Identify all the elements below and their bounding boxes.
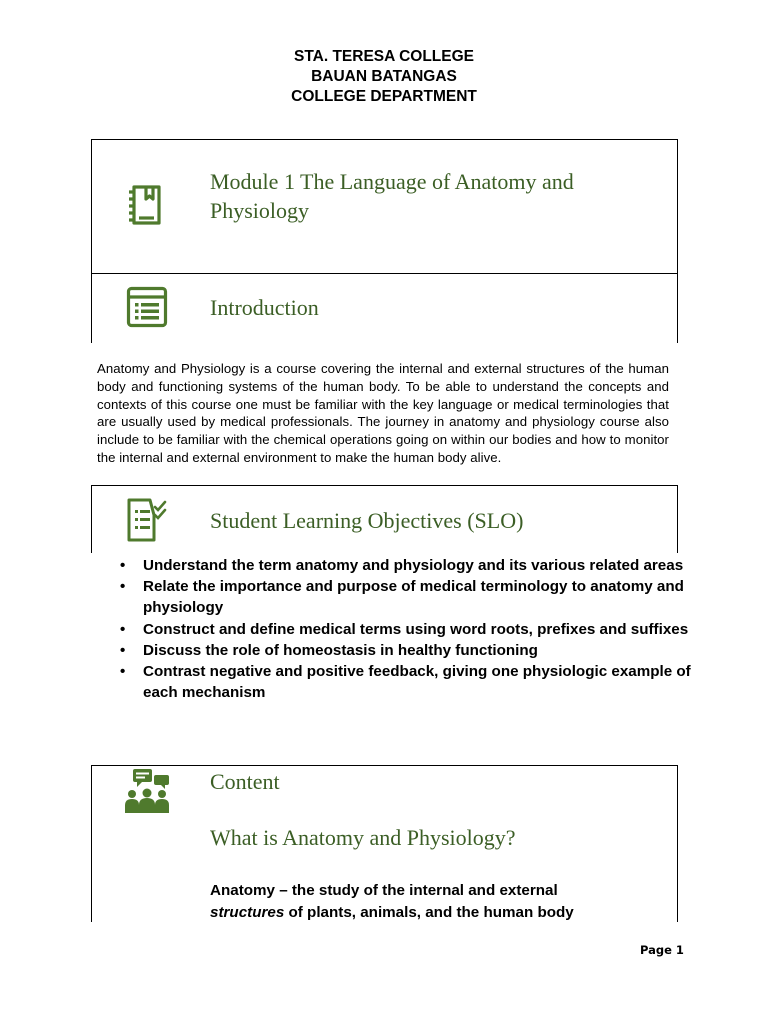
checklist-icon [126,497,168,543]
list-item: • Discuss the role of homeostasis in healthy functioning [143,640,703,661]
list-item: • Construct and define medical terms using word roots, prefixes and suffixes [143,619,703,640]
divider [677,765,678,922]
definition-part2: of plants, animals, and the human body [284,903,574,921]
divider [677,485,678,553]
module-title-line1: Module 1 The Language of Anatomy and [210,169,574,194]
term-dash: – [274,882,292,899]
header-department: COLLEGE DEPARTMENT [291,88,477,105]
page-number: Page 1 [640,943,684,957]
divider [677,273,678,343]
book-icon [126,184,164,226]
content-subheading: What is Anatomy and Physiology? [210,825,516,850]
introduction-heading: Introduction [210,295,319,320]
divider [91,765,678,766]
objectives-heading: Student Learning Objectives (SLO) [210,508,524,533]
list-item: • Relate the importance and purpose of medical terminology to anatomy and physiology [143,576,703,618]
divider [91,273,92,343]
module-title [210,167,574,225]
content-heading: Content [210,769,280,794]
group-discussion-icon [123,767,171,815]
list-item: • Understand the term anatomy and physiology and its various related areas [143,555,703,576]
objectives-list [110,555,703,703]
definition-part1: the study of the internal and external [291,882,558,899]
term-anatomy: Anatomy [210,882,275,899]
definition-italic: structures [210,903,285,921]
divider [91,485,678,486]
document-header [0,47,768,107]
list-item: • Contrast negative and positive feedback, giving one physiologic example of each mechanism [143,661,703,703]
header-college-name: STA. TERESA COLLEGE [294,48,474,65]
divider [91,765,92,922]
header-location: BAUAN BATANGAS [311,68,457,85]
divider [91,485,92,553]
document-list-icon [126,286,168,328]
introduction-paragraph: Anatomy and Physiology is a course covering the internal and external structures of the human body and functioning systems of the human body. To be able to understand the concepts and contexts of this course one must be familiar with the key language or medical terminologies that are usually used by medical professionals. The journey in anatomy and physiology course also include to be familiar with the chemical operations going on within our bodies and how to monitor the internal and external environment to make the human body alive. [97,361,669,465]
module-title-line2: Physiology [210,198,310,223]
anatomy-definition [210,880,650,923]
